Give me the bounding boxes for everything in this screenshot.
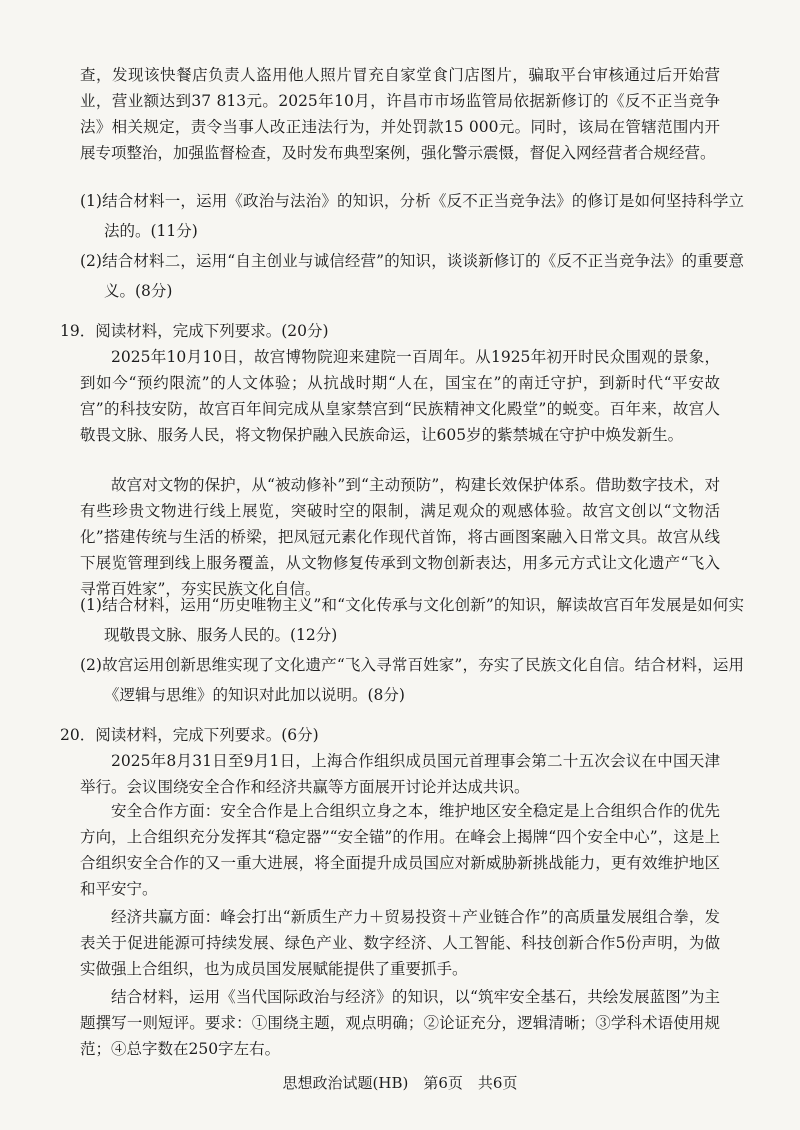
q19-material-paragraph-2: 故宫对文物的保护，从“被动修补”到“主动预防”，构建长效保护体系。借助数字技术，对有些珍贵文物进行线上展览，突破时空的限制，满足观众的观感体验。故宫文创以“文物活化”搭建传统与生活的桥梁，把凤冠元素化作现代首饰，将古画图案融入日常文具。故宫从线下展览管理到线上服务覆盖，从文物修复传承到文物创新表达，用多元方式让文化遗产“飞入寻常百姓家”，夯实民族文化自信。 xyxy=(80,476,720,598)
q19-subquestion-1: (1)结合材料，运用“历史唯物主义”和“文化传承与文化创新”的知识，解读故宫百年发展是如何实现敬畏文脉、服务人民的。(12分) xyxy=(80,596,744,644)
q18-subquestion-2: (2)结合材料二，运用“自主创业与诚信经营”的知识，谈谈新修订的《反不正当竞争法》的重要意义。(8分) xyxy=(80,252,744,300)
q19-material-paragraph-1: 2025年10月10日，故宫博物院迎来建院一百周年。从1925年初开时民众围观的景象，到如今“预约限流”的人文体验；从抗战时期“人在，国宝在”的南迁守护，到新时代“平安故宫”的科技安防，故宫百年间完成从皇家禁宫到“民族精神文化殿堂”的蜕变。百年来，故宫人敬畏文脉、服务人民，将文物保护融入民族命运，让605岁的紫禁城在守护中焕发新生。 xyxy=(80,348,720,444)
q20-material-paragraph-1: 2025年8月31日至9月1日，上海合作组织成员国元首理事会第二十五次会议在中国天津举行。会议围绕安全合作和经济共赢等方面展开讨论并达成共识。 xyxy=(80,752,720,796)
q20-material-paragraph-2: 安全合作方面：安全合作是上合组织立身之本，维护地区安全稳定是上合组织合作的优先方向，上合组织充分发挥其“稳定器”“安全锚”的作用。在峰会上揭牌“四个安全中心”，这是上合组织安全合作的又一重大进展，将全面提升成员国应对新威胁新挑战能力，更有效维护地区和平安宁。 xyxy=(80,802,720,898)
q18-subquestion-1: (1)结合材料一，运用《政治与法治》的知识，分析《反不正当竞争法》的修订是如何坚持科学立法的。(11分) xyxy=(80,192,744,240)
q19-heading: 19．阅读材料，完成下列要求。(20分) xyxy=(60,322,329,340)
q19-subquestion-2: (2)故宫运用创新思维实现了文化遗产“飞入寻常百姓家”，夯实了民族文化自信。结合材料，运用《逻辑与思维》的知识对此加以说明。(8分) xyxy=(80,656,744,704)
q20-task: 结合材料，运用《当代国际政治与经济》的知识，以“筑牢安全基石，共绘发展蓝图”为主题撰写一则短评。要求：①围绕主题，观点明确；②论证充分，逻辑清晰；③学科术语使用规范；④总字数在250字左右。 xyxy=(80,988,720,1058)
q20-material-paragraph-3: 经济共赢方面：峰会打出“新质生产力＋贸易投资＋产业链合作”的高质量发展组合拳，发表关于促进能源可持续发展、绿色产业、数字经济、人工智能、科技创新合作5份声明，为做实做强上合组织，也为成员国发展赋能提供了重要抓手。 xyxy=(80,908,720,978)
page-footer: 思想政治试题(HB) 第6页 共6页 xyxy=(282,1074,518,1092)
q20-heading: 20．阅读材料，完成下列要求。(6分) xyxy=(60,726,319,744)
material-two-continuation: 查，发现该快餐店负责人盗用他人照片冒充自家堂食门店图片，骗取平台审核通过后开始营业，营业额达到37 813元。2025年10月，许昌市市场监管局依据新修订的《反不正当竞争法》相关规定，责令当事人改正违法行为，并处罚款15 000元。同时，该局在管辖范围内开展专项整治，加强监督检查，及时发布典型案例，强化警示震慑，督促入网经营者合规经营。 xyxy=(80,66,720,162)
